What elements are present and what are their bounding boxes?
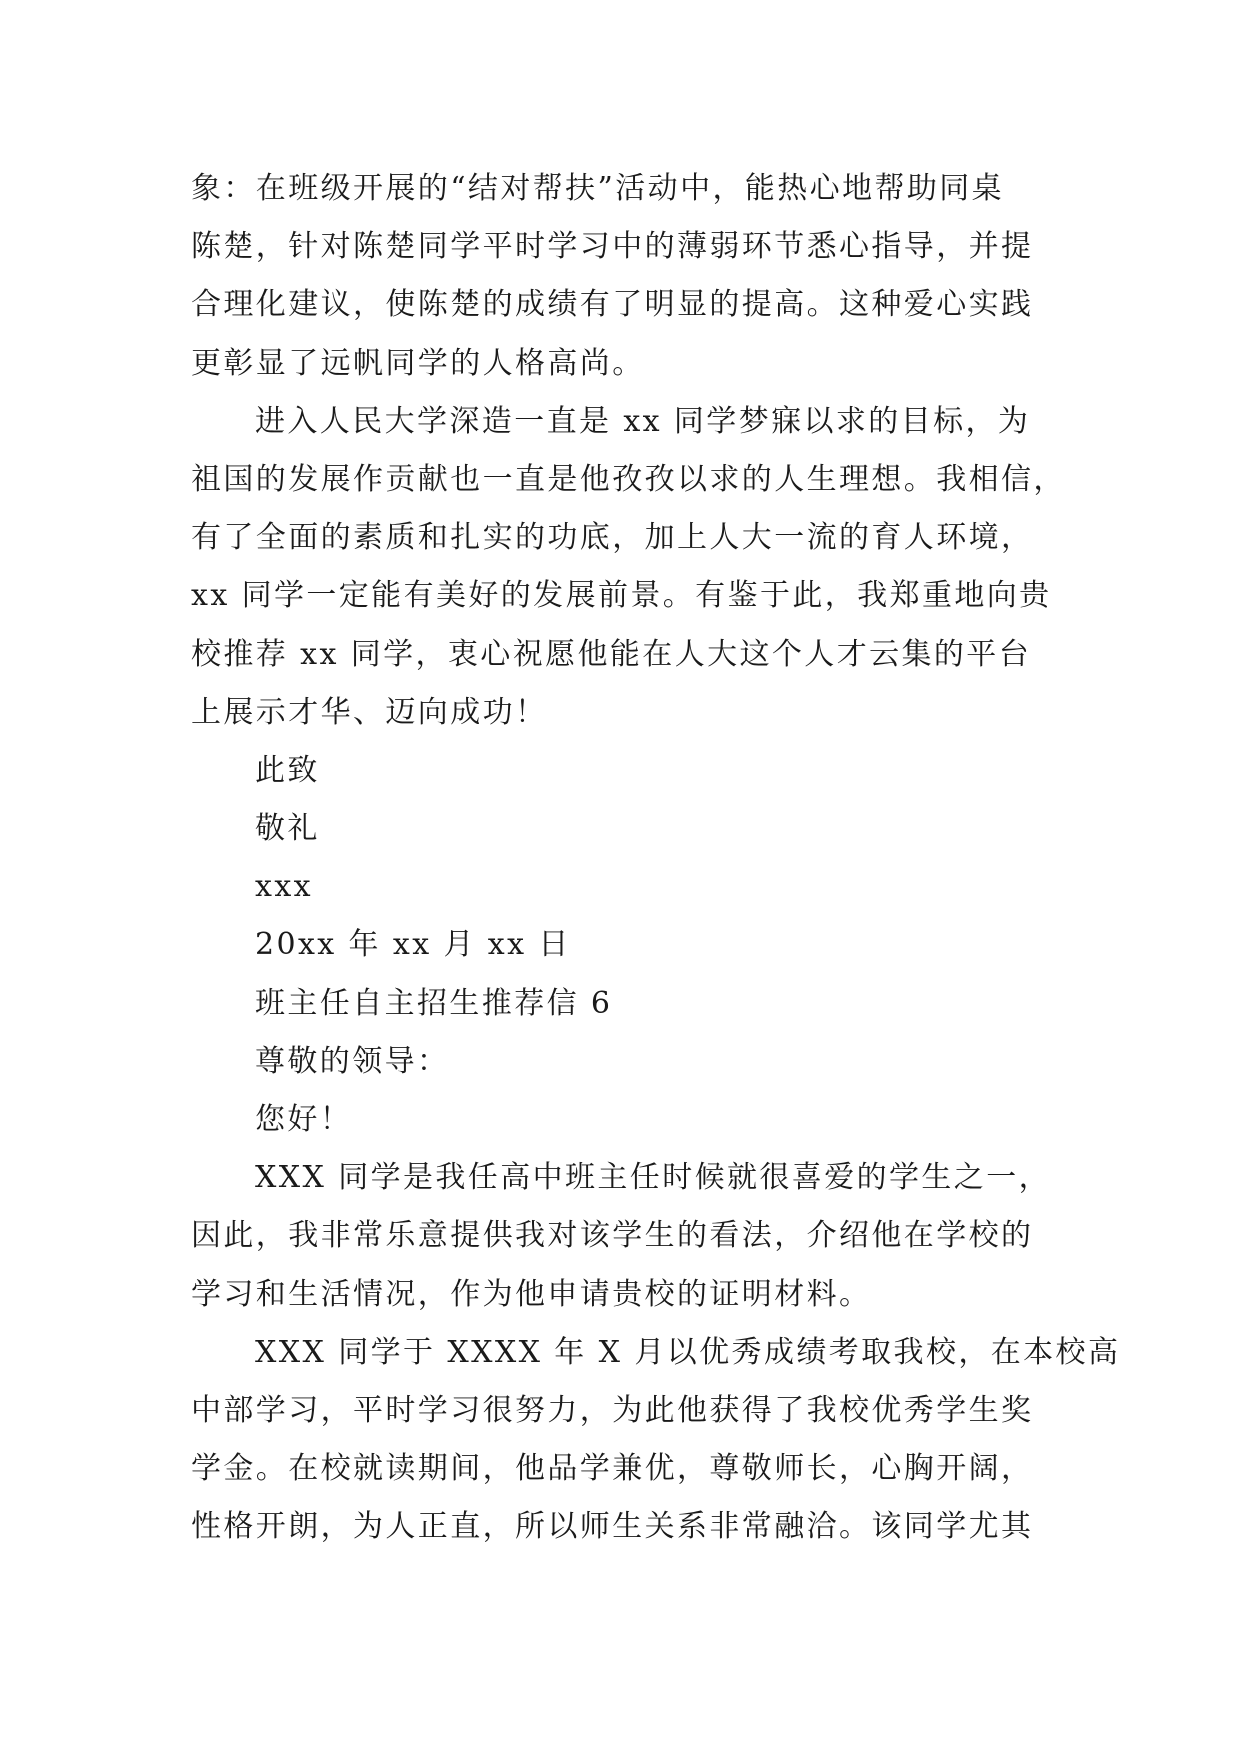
text-line: 尊敬的领导： bbox=[255, 1043, 450, 1079]
text-line: 20xx 年 xx 月 xx 日 bbox=[255, 927, 571, 963]
text-line: 更彰显了远帆同学的人格高尚。 bbox=[191, 345, 645, 381]
text-line: 此致 bbox=[255, 752, 320, 788]
text-line: 校推荐 xx 同学，衷心祝愿他能在人大这个人才云集的平台 bbox=[191, 636, 1032, 672]
text-line: XXX 同学是我任高中班主任时候就很喜爱的学生之一， bbox=[255, 1160, 1052, 1196]
text-line: 您好！ bbox=[255, 1102, 353, 1137]
document-body bbox=[191, 160, 1121, 1557]
text-line: 学习和生活情况，作为他申请贵校的证明材料。 bbox=[191, 1276, 872, 1312]
text-line: 中部学习，平时学习很努力，为此他获得了我校优秀学生奖 bbox=[191, 1392, 1034, 1428]
text-line: 合理化建议，使陈楚的成绩有了明显的提高。这种爱心实践 bbox=[191, 287, 1034, 323]
text-line: 上展示才华、迈向成功！ bbox=[191, 694, 548, 730]
text-line: 因此，我非常乐意提供我对该学生的看法，介绍他在学校的 bbox=[191, 1218, 1034, 1254]
text-line: xxx bbox=[255, 869, 313, 905]
text-line: 象：在班级开展的“结对帮扶”活动中，能热心地帮助同桌 bbox=[191, 171, 1005, 206]
text-line: 祖国的发展作贡献也一直是他孜孜以求的人生理想。我相信， bbox=[191, 461, 1066, 497]
text-line: 敬礼 bbox=[255, 811, 320, 847]
text-line: XXX 同学于 XXXX 年 X 月以优秀成绩考取我校，在本校高 bbox=[255, 1334, 1121, 1370]
text-line: xx 同学一定能有美好的发展前景。有鉴于此，我郑重地向贵 bbox=[191, 578, 1052, 614]
text-line: 学金。在校就读期间，他品学兼优，尊敬师长，心胸开阔， bbox=[191, 1451, 1034, 1487]
text-line: 班主任自主招生推荐信 6 bbox=[255, 985, 613, 1021]
text-line: 性格开朗，为人正直，所以师生关系非常融洽。该同学尤其 bbox=[191, 1509, 1034, 1545]
text-line: 进入人民大学深造一直是 xx 同学梦寐以求的目标，为 bbox=[255, 403, 1031, 439]
text-line: 陈楚，针对陈楚同学平时学习中的薄弱环节悉心指导，并提 bbox=[191, 229, 1034, 265]
text-line: 有了全面的素质和扎实的功底，加上人大一流的育人环境， bbox=[191, 520, 1034, 556]
